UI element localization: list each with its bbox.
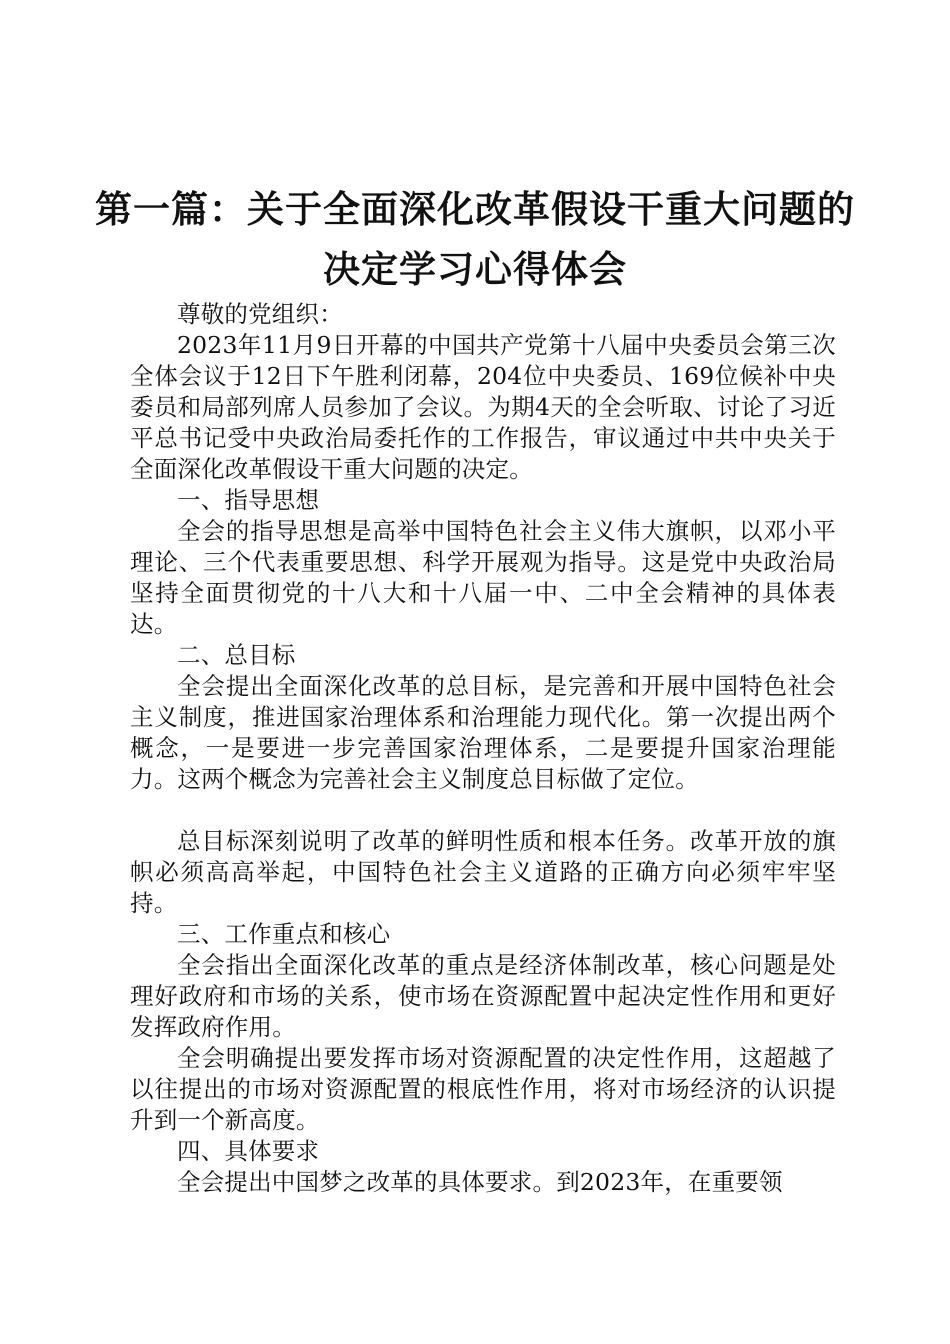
section-heading-3: 三、工作重点和核心 — [177, 920, 391, 948]
section-heading-2: 二、总目标 — [177, 641, 296, 669]
paragraph-overall-goal: 全会提出全面深化改革的总目标，是完善和开展中国特色社会主义制度，推进国家治理体系和治理能力现代化。第一次提出两个概念，一是要进一步完善国家治理体系，二是要提升国家治理能力。这两个概念为完善社会主义制度总目标做了定位。 — [130, 672, 836, 793]
section-heading-4: 四、具体要求 — [177, 1137, 320, 1165]
paragraph-intro: 2023年11月9日开幕的中国共产党第十八届中央委员会第三次全体会议于12日下午胜利闭幕，204位中央委员、169位候补中央委员和局部列席人员参加了会议。为期4天的全会听取、讨论了习近平总书记受中央政治局委托作的工作报告，审议通过中共中央关于全面深化改革假设干重大问题的决定。 — [130, 331, 836, 483]
paragraph-goal-meaning: 总目标深刻说明了改革的鲜明性质和根本任务。改革开放的旗帜必须高高举起，中国特色社会主义道路的正确方向必须牢牢坚持。 — [130, 827, 836, 917]
section-heading-1: 一、指导思想 — [177, 486, 320, 514]
salutation: 尊敬的党组织： — [177, 300, 343, 328]
paragraph-focus-core: 全会指出全面深化改革的重点是经济体制改革，核心问题是处理好政府和市场的关系，使市场在资源配置中起决定性作用和更好发挥政府作用。 — [130, 951, 836, 1041]
paragraph-market-role: 全会明确提出要发挥市场对资源配置的决定性作用，这超越了以往提出的市场对资源配置的根底性作用，将对市场经济的认识提升到一个新高度。 — [130, 1044, 836, 1134]
document-body — [130, 299, 836, 1198]
document-title-line-2: 决定学习心得体会 — [323, 248, 627, 291]
paragraph-guiding-thought: 全会的指导思想是高举中国特色社会主义伟大旗帜，以邓小平理论、三个代表重要思想、科学开展观为指导。这是党中央政治局坚持全面贯彻党的十八大和十八届一中、二中全会精神的具体表达。 — [130, 517, 836, 638]
paragraph-specific-requirements: 全会提出中国梦之改革的具体要求。到2023年，在重要领 — [177, 1168, 783, 1196]
document-title-line-1: 第一篇：关于全面深化改革假设干重大问题的 — [95, 188, 855, 231]
